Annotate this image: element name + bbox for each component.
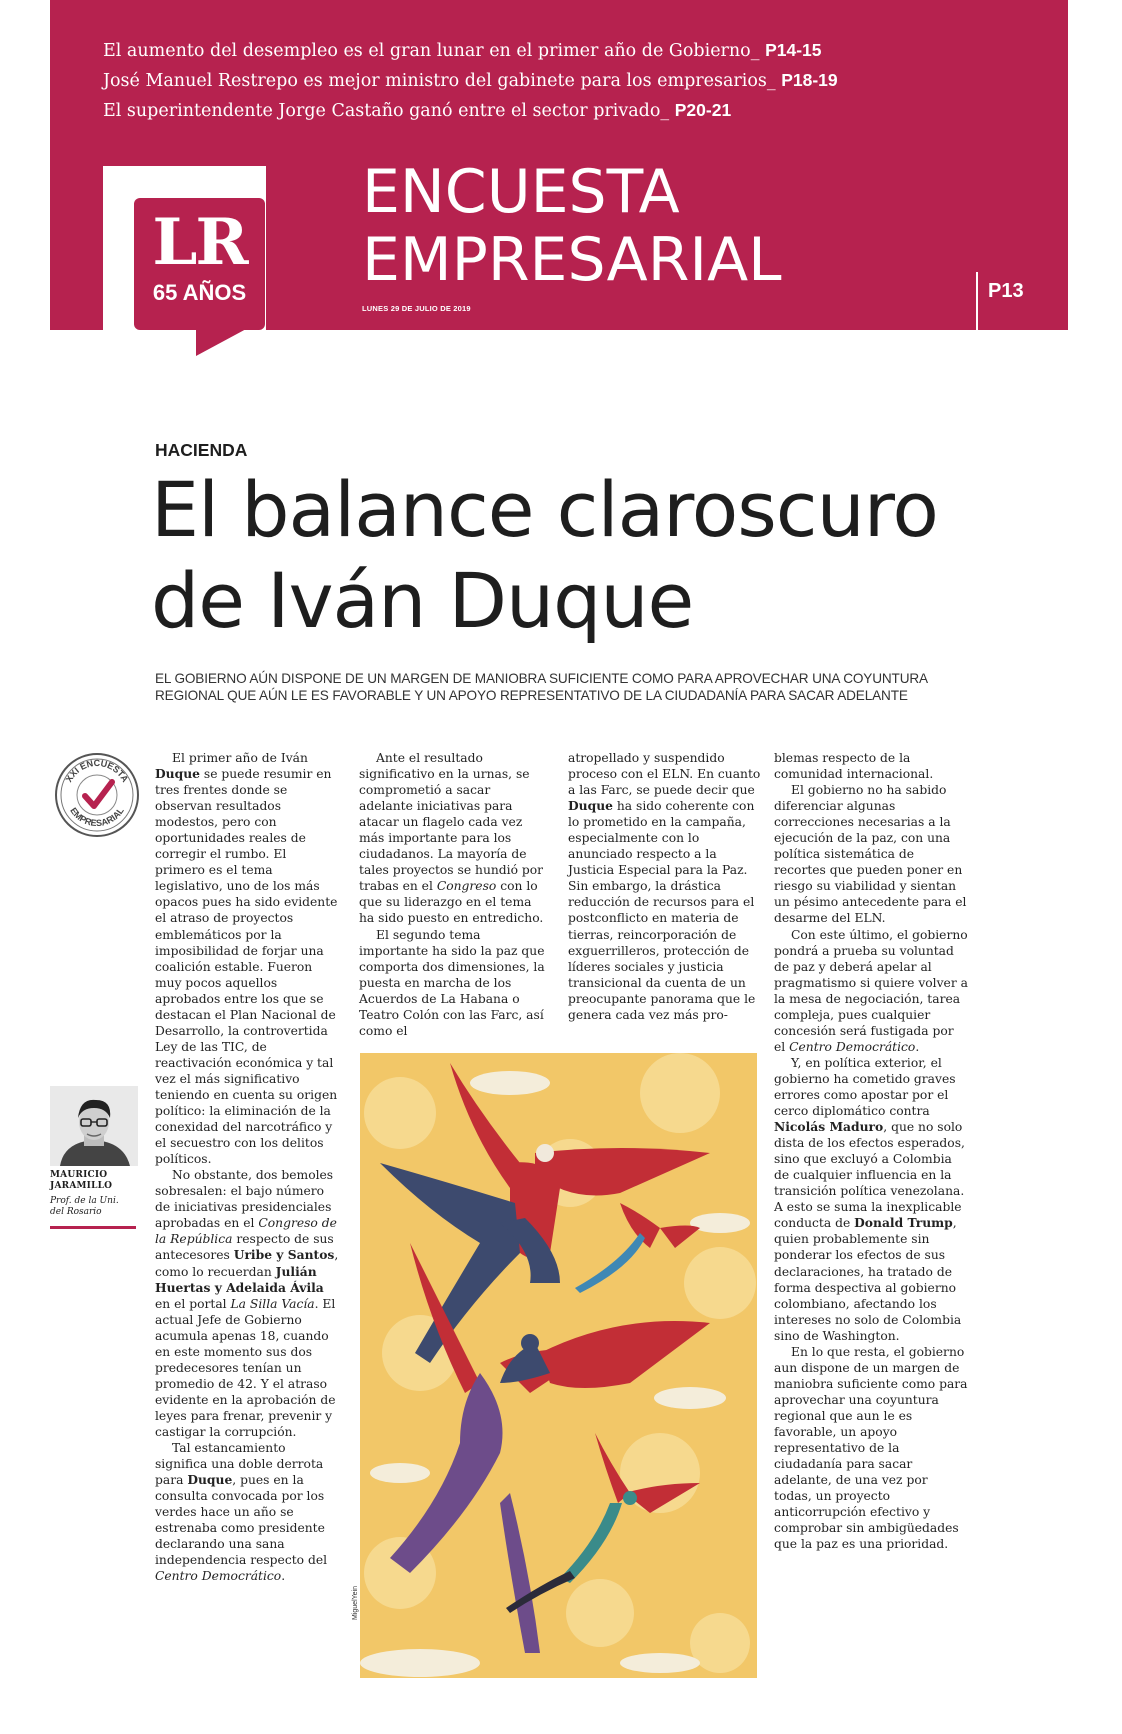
teaser-item[interactable]: José Manuel Restrepo es mejor ministro del gabinete para los empresarios_ P18-19 (103, 70, 838, 91)
paragraph: El segundo tema importante ha sido la paz que comporta dos dimensiones, la puesta en marcha de los Acuerdos de La Habana o Teatro Colón con las Farc, así como el (359, 927, 545, 1038)
paragraph: No obstante, dos bemoles sobresalen: el bajo número de iniciativas presidenciales aprobadas en el Congreso de la República respecto de sus antecesores Uribe y Santos, como lo recuerdan Julián Huertas y Adelaida Ávila en el portal La Silla Vacía. El actual Jefe de Gobierno acumula apenas 18, cuando en este momento sus dos predecesores tenían un promedio de 42. Y el atraso evidente en la aprobación de leyes para frenar, prevenir y castigar la corrupción. (155, 1168, 339, 1439)
headline: El balance claroscuro de Iván Duque (151, 465, 938, 645)
teaser-list (103, 36, 838, 126)
issue-date: LUNES 29 DE JULIO DE 2019 (362, 304, 471, 313)
article-column-4 (774, 750, 968, 1552)
deck: EL GOBIERNO AÚN DISPONE DE UN MARGEN DE MANIOBRA SUFICIENTE COMO PARA APROVECHAR UNA COYUNTURA REGIONAL QUE AÚN LE ES FAVORABLE Y UN APOYO REPRESENTATIVO DE LA CIUDADANÍA PARA SACAR ADELANTE (155, 671, 928, 703)
paragraph: El gobierno no ha sabido diferenciar algunas correcciones necesarias a la ejecución de la paz, con una política sistemática de recortes que pueden poner en riesgo su viabilidad y sientan un pésimo antecedente para el desarme del ELN. (774, 783, 967, 926)
paragraph: blemas respecto de la comunidad internacional. (774, 751, 934, 782)
survey-seal-icon (54, 752, 140, 838)
teaser-page: P18-19 (781, 70, 838, 90)
paragraph: Y, en política exterior, el gobierno ha cometido graves errores como apostar por el cerco diplomático contra Nicolás Maduro, que no solo dista de los efectos esperados, sino que excluyó a Colombia de cualquier influencia en la transición política venezolana. A esto se suma la inexplicable conducta de Donald Trump, quien probablemente sin ponderar los efectos de sus declaraciones, ha tratado de forma despectiva al gobierno colombiano, afectando los intereses no solo de Colombia sino de Washington. (774, 1055, 965, 1343)
paragraph: Tal estancamiento significa una doble derrota para Duque, pues en la consulta convocada por los verdes hace un año se estrenaba como presidente declarando una sana independencia respecto del Centro Democrático. (155, 1441, 328, 1584)
paragraph: Ante el resultado significativo en la urnas, se comprometió a sacar adelante iniciativas para atacar un flagelo cada vez más importante para los ciudadanos. La mayoría de tales proyectos se hundió por trabas en el Congreso con lo que su liderazgo en el tema ha sido puesto en entredicho. (359, 751, 544, 926)
author-name: MAURICIO JARAMILLO (50, 1170, 113, 1191)
seal-top-text: XXI ENCUESTA (63, 757, 131, 784)
editorial-illustration (360, 1053, 757, 1678)
author-role: Prof. de la Uni. del Rosario (50, 1196, 119, 1217)
teaser-item[interactable]: El superintendente Jorge Castaño ganó entre el sector privado_ P20-21 (103, 100, 732, 121)
paragraph: atropellado y suspendido proceso con el ELN. En cuanto a las Farc, se puede decir que Duque ha sido coherente con lo prometido en la campaña, especialmente con lo anunciado respecto a la Justicia Especial para la Paz. Sin embargo, la drástica reducción de recursos para el postconflicto en materia de tierras, reincorporación de exguerrilleros, protección de líderes sociales y justicia transicional da cuenta de un preocupante panorama que le genera cada vez más pro- (568, 751, 761, 1022)
section-kicker: HACIENDA (155, 440, 248, 460)
teaser-page: P14-15 (765, 40, 822, 60)
paragraph: Con este último, el gobierno pondrá a prueba su voluntad de paz y deberá apelar al pragmatismo si quiere volver a la mesa de negociación, tarea compleja, pues cualquier concesión será fustigada por el Centro Democrático. (774, 927, 968, 1054)
teaser-item[interactable]: El aumento del desempleo es el gran lunar en el primer año de Gobierno_ P14-15 (103, 40, 822, 61)
illustration-credit: MiguelYein (352, 1586, 359, 1620)
page-number: P13 (988, 280, 1024, 302)
page-number-divider (976, 272, 978, 330)
section-title: ENCUESTA EMPRESARIAL (362, 157, 782, 295)
article-column-3 (568, 750, 762, 1023)
author-photo (50, 1086, 138, 1166)
lr-logo: LR 65 AÑOS (134, 198, 265, 330)
paragraph: El primer año de Iván Duque se puede resumir en tres frentes donde se observan resultados modestos, pero con oportunidades reales de corregir el rumbo. El primero es el tema legislativo, uno de los más opacos pues ha sido evidente el atraso de proyectos emblemáticos por la imposibilidad de forjar una coalición estable. Fueron muy pocos aquellos aprobados entre los que se destacan el Plan Nacional de Desarrollo, la controvertida Ley de las TIC, de reactivación económica y tal vez el más significativo teniendo en cuenta su origen político: la eliminación de la conexidad del narcotráfico y el secuestro con los delitos políticos. (155, 751, 338, 1167)
logo-speech-tail (196, 328, 250, 358)
paragraph: En lo que resta, el gobierno aun dispone de un margen de maniobra suficiente como para aprovechar una coyuntura regional que aun le es favorable, un apoyo representativo de la ciudadanía para sacar adelante, de una vez por todas, un proyecto anticorrupción efectivo y comprobar sin ambigüedades que la paz es una prioridad. (774, 1344, 968, 1552)
teaser-page: P20-21 (674, 100, 732, 120)
seal-bottom-text: EMPRESARIAL (68, 805, 126, 829)
article-column-2 (359, 750, 545, 1039)
article-column-1 (155, 750, 339, 1584)
author-rule (50, 1226, 136, 1229)
